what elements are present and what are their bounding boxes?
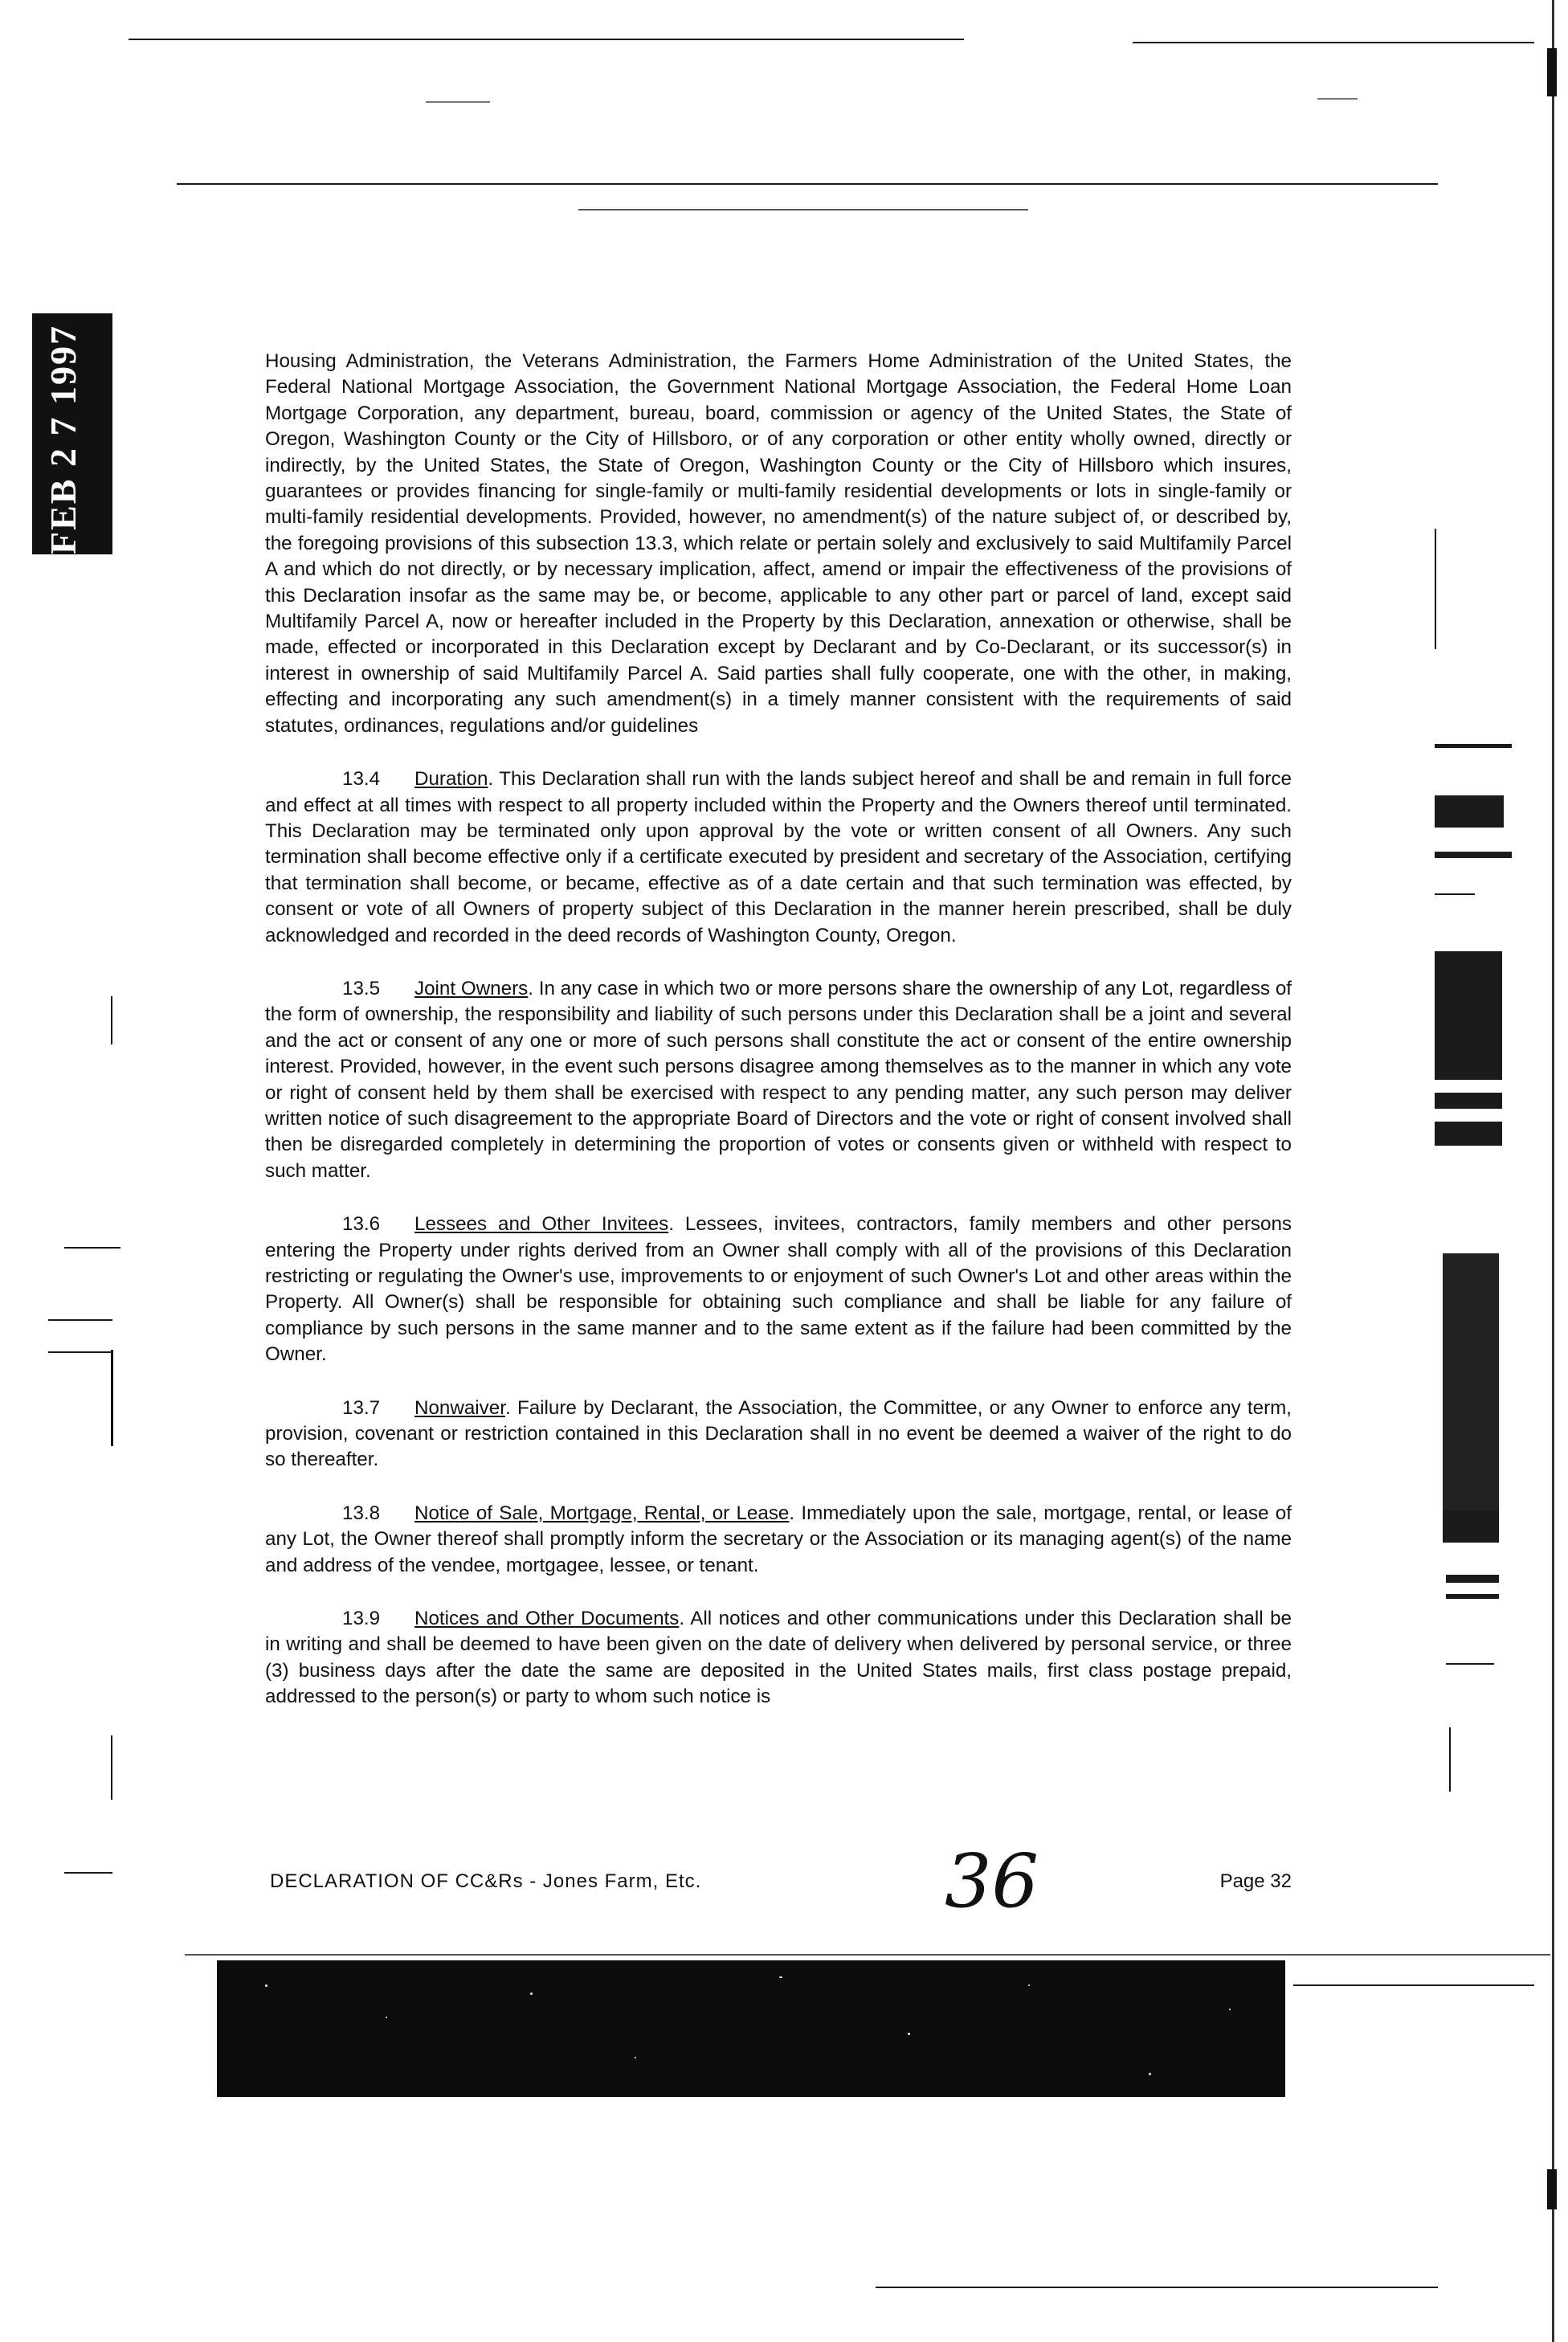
section-13-7	[265, 1396, 1292, 1473]
scan-mark	[111, 1350, 113, 1446]
scan-speckle	[530, 1993, 533, 1995]
scan-speckle	[265, 1984, 267, 1987]
scan-line	[1293, 1984, 1534, 1986]
scan-line	[185, 1954, 1550, 1956]
scan-mark	[1446, 1594, 1499, 1599]
scan-mark	[1435, 744, 1512, 748]
scan-mark	[48, 1319, 112, 1321]
section-text: . Immediately upon the sale, mortgage, rental, or lease of any Lot, the Owner thereof shall promptly inform the secretary or the Association or its managing agent(s) of the name and address of the vendee, mortgagee, lessee, or tenant.	[265, 1502, 1292, 1576]
scan-mark	[1435, 951, 1502, 1080]
section-text: . Failure by Declarant, the Association, the Committee, or any Owner to enforce any term, provision, covenant or restriction contained in this Declaration shall in no event be deemed a waiver of the right to do so thereafter.	[265, 1396, 1292, 1471]
section-heading: Duration	[414, 768, 488, 791]
section-heading: Joint Owners	[414, 977, 529, 999]
scan-mark	[1443, 1510, 1499, 1543]
section-13-9	[265, 1606, 1292, 1711]
section-number: 13.8	[342, 1502, 381, 1524]
scan-mark	[1435, 529, 1436, 649]
scan-line	[876, 2287, 1438, 2288]
document-title: DECLARATION OF CC&Rs - Jones Farm, Etc.	[270, 1870, 702, 1892]
page-footer	[270, 1838, 1292, 1924]
scan-mark	[1435, 795, 1504, 828]
section-text: . This Declaration shall run with the lands subject hereof and shall be and remain in full force and effect at all times with respect to all property included within the Property and the Owners thereof until terminated. This Declaration may be terminated only upon approval by the vote or written consent of all Owners. Any such termination shall become effective only if a certificate executed by president and secretary of the Association, certifying that termination shall become, or became, effective as of a date certain and that such termination was effected, by consent or vote of all Owners of property subject of this Declaration in the manner herein prescribed, shall be duly acknowledged and recorded in the deed records of Washington County, Oregon.	[265, 768, 1292, 946]
section-number: 13.5	[342, 977, 381, 999]
scan-speckle	[908, 2033, 910, 2035]
scan-line	[129, 39, 964, 40]
scan-line	[1317, 98, 1358, 100]
section-number: 13.9	[342, 1608, 381, 1630]
declaration-body	[265, 349, 1292, 1738]
right-edge-mark	[1547, 2169, 1557, 2209]
scan-speckle	[779, 1976, 782, 1978]
section-number: 13.7	[342, 1396, 381, 1419]
scan-mark	[111, 1735, 112, 1800]
scan-mark	[48, 1351, 112, 1353]
scan-mark	[1446, 1575, 1499, 1583]
section-heading: Notice of Sale, Mortgage, Rental, or Lease	[414, 1502, 790, 1524]
scan-speckle	[1149, 2073, 1151, 2075]
page-number: Page 32	[1219, 1870, 1292, 1892]
scan-mark	[64, 1872, 112, 1874]
scan-line	[578, 209, 1028, 210]
handwritten-exhibit-number: 36	[945, 1838, 1039, 1924]
scan-speckle	[1229, 2009, 1231, 2010]
section-text: . In any case in which two or more persons share the ownership of any Lot, regardless of the form of ownership, the responsibility and liability of such persons under this Declaration shall be a joint and several and the act or consent of any one or more of such persons shall constitute the act or consent of the entire ownership interest. Provided, however, in the event such persons disagree among themselves as to the manner in which any vote or right of consent held by them shall be exercised with respect to any pending matter, any such person may deliver written notice of such disagreement to the appropriate Board of Directors and the vote or right of consent involved shall then be disregarded completely in determining the proportion of votes or consents given or withheld with respect to such matter.	[265, 977, 1292, 1182]
scan-black-band	[217, 1960, 1285, 2097]
scan-line	[1133, 42, 1534, 43]
section-13-6	[265, 1212, 1292, 1367]
scan-mark	[64, 1247, 120, 1249]
date-stamp-text: FEB 2 7 1997	[43, 325, 84, 554]
section-13-4	[265, 766, 1292, 949]
section-heading: Lessees and Other Invitees	[414, 1213, 669, 1236]
scan-mark	[1449, 1727, 1451, 1792]
section-heading: Notices and Other Documents	[414, 1608, 680, 1630]
scan-mark	[1435, 893, 1475, 895]
section-number: 13.4	[342, 768, 381, 791]
scan-mark	[1446, 1663, 1494, 1665]
scan-mark	[1435, 852, 1512, 858]
section-13-8	[265, 1501, 1292, 1579]
section-text: . Lessees, invitees, contractors, family members and other persons entering the Property under rights derived from an Owner shall comply with all of the provisions of this Declaration restricting or regulating the Owner's use, improvements to or enjoyment of such Owner's Lot and other areas within the Property. All Owner(s) shall be responsible for obtaining such compliance and shall be liable for any failure of compliance by such persons in the same manner and to the same extent as if the failure had been committed by the Owner.	[265, 1213, 1292, 1366]
scan-line	[426, 101, 490, 103]
section-number: 13.6	[342, 1213, 381, 1236]
right-edge-line	[1552, 0, 1554, 2342]
continued-paragraph: Housing Administration, the Veterans Administration, the Farmers Home Administration of the United States, the Federal National Mortgage Association, the Government National Mortgage Association, the Federal Home Loan Mortgage Corporation, any department, bureau, board, commission or agency of the United States, the State of Oregon, Washington County or the City of Hillsboro, or of any corporation or other entity wholly owned, directly or indirectly, by the United States, the State of Oregon, Washington County or the City of Hillsboro which insures, guarantees or provides financing for single-family or multi-family residential developments or lots in single-family or multi-family residential developments. Provided, however, no amendment(s) of the nature subject of, or described by, the foregoing provisions of this subsection 13.3, which relate or pertain solely and exclusively to said Multifamily Parcel A and which do not directly, or by necessary implication, affect, amend or impair the effectiveness of the provisions of this Declaration insofar as the same may be, or become, applicable to any other part or parcel of land, except said Multifamily Parcel A, now or hereafter included in the Property by this Declaration, annexation or otherwise, shall be made, effected or incorporated in this Declaration except by Declarant and by Co-Declarant, or its successor(s) in interest in ownership of said Multifamily Parcel A. Said parties shall fully cooperate, one with the other, in making, effecting and incorporating any such amendment(s) in a timely manner consistent with the requirements of said statutes, ordinances, regulations and/or guidelines	[265, 350, 1292, 737]
scan-speckle	[386, 2017, 387, 2018]
section-text: . All notices and other communications under this Declaration shall be in writing and shall be deemed to have been given on the date of delivery when delivered by personal service, or three (3) business days after the date the same are deposited in the United States mails, first class postage prepaid, addressed to the person(s) or party to whom such notice is	[265, 1608, 1292, 1708]
scan-mark	[111, 996, 112, 1044]
scan-mark	[1443, 1253, 1499, 1510]
section-heading: Nonwaiver	[414, 1396, 505, 1419]
scan-mark	[1435, 1093, 1502, 1109]
scan-mark	[1435, 1122, 1502, 1146]
section-13-5	[265, 976, 1292, 1184]
scan-line	[177, 183, 1438, 185]
scan-speckle	[635, 2057, 636, 2058]
right-edge-mark	[1547, 48, 1557, 96]
scan-speckle	[1028, 1984, 1030, 1986]
